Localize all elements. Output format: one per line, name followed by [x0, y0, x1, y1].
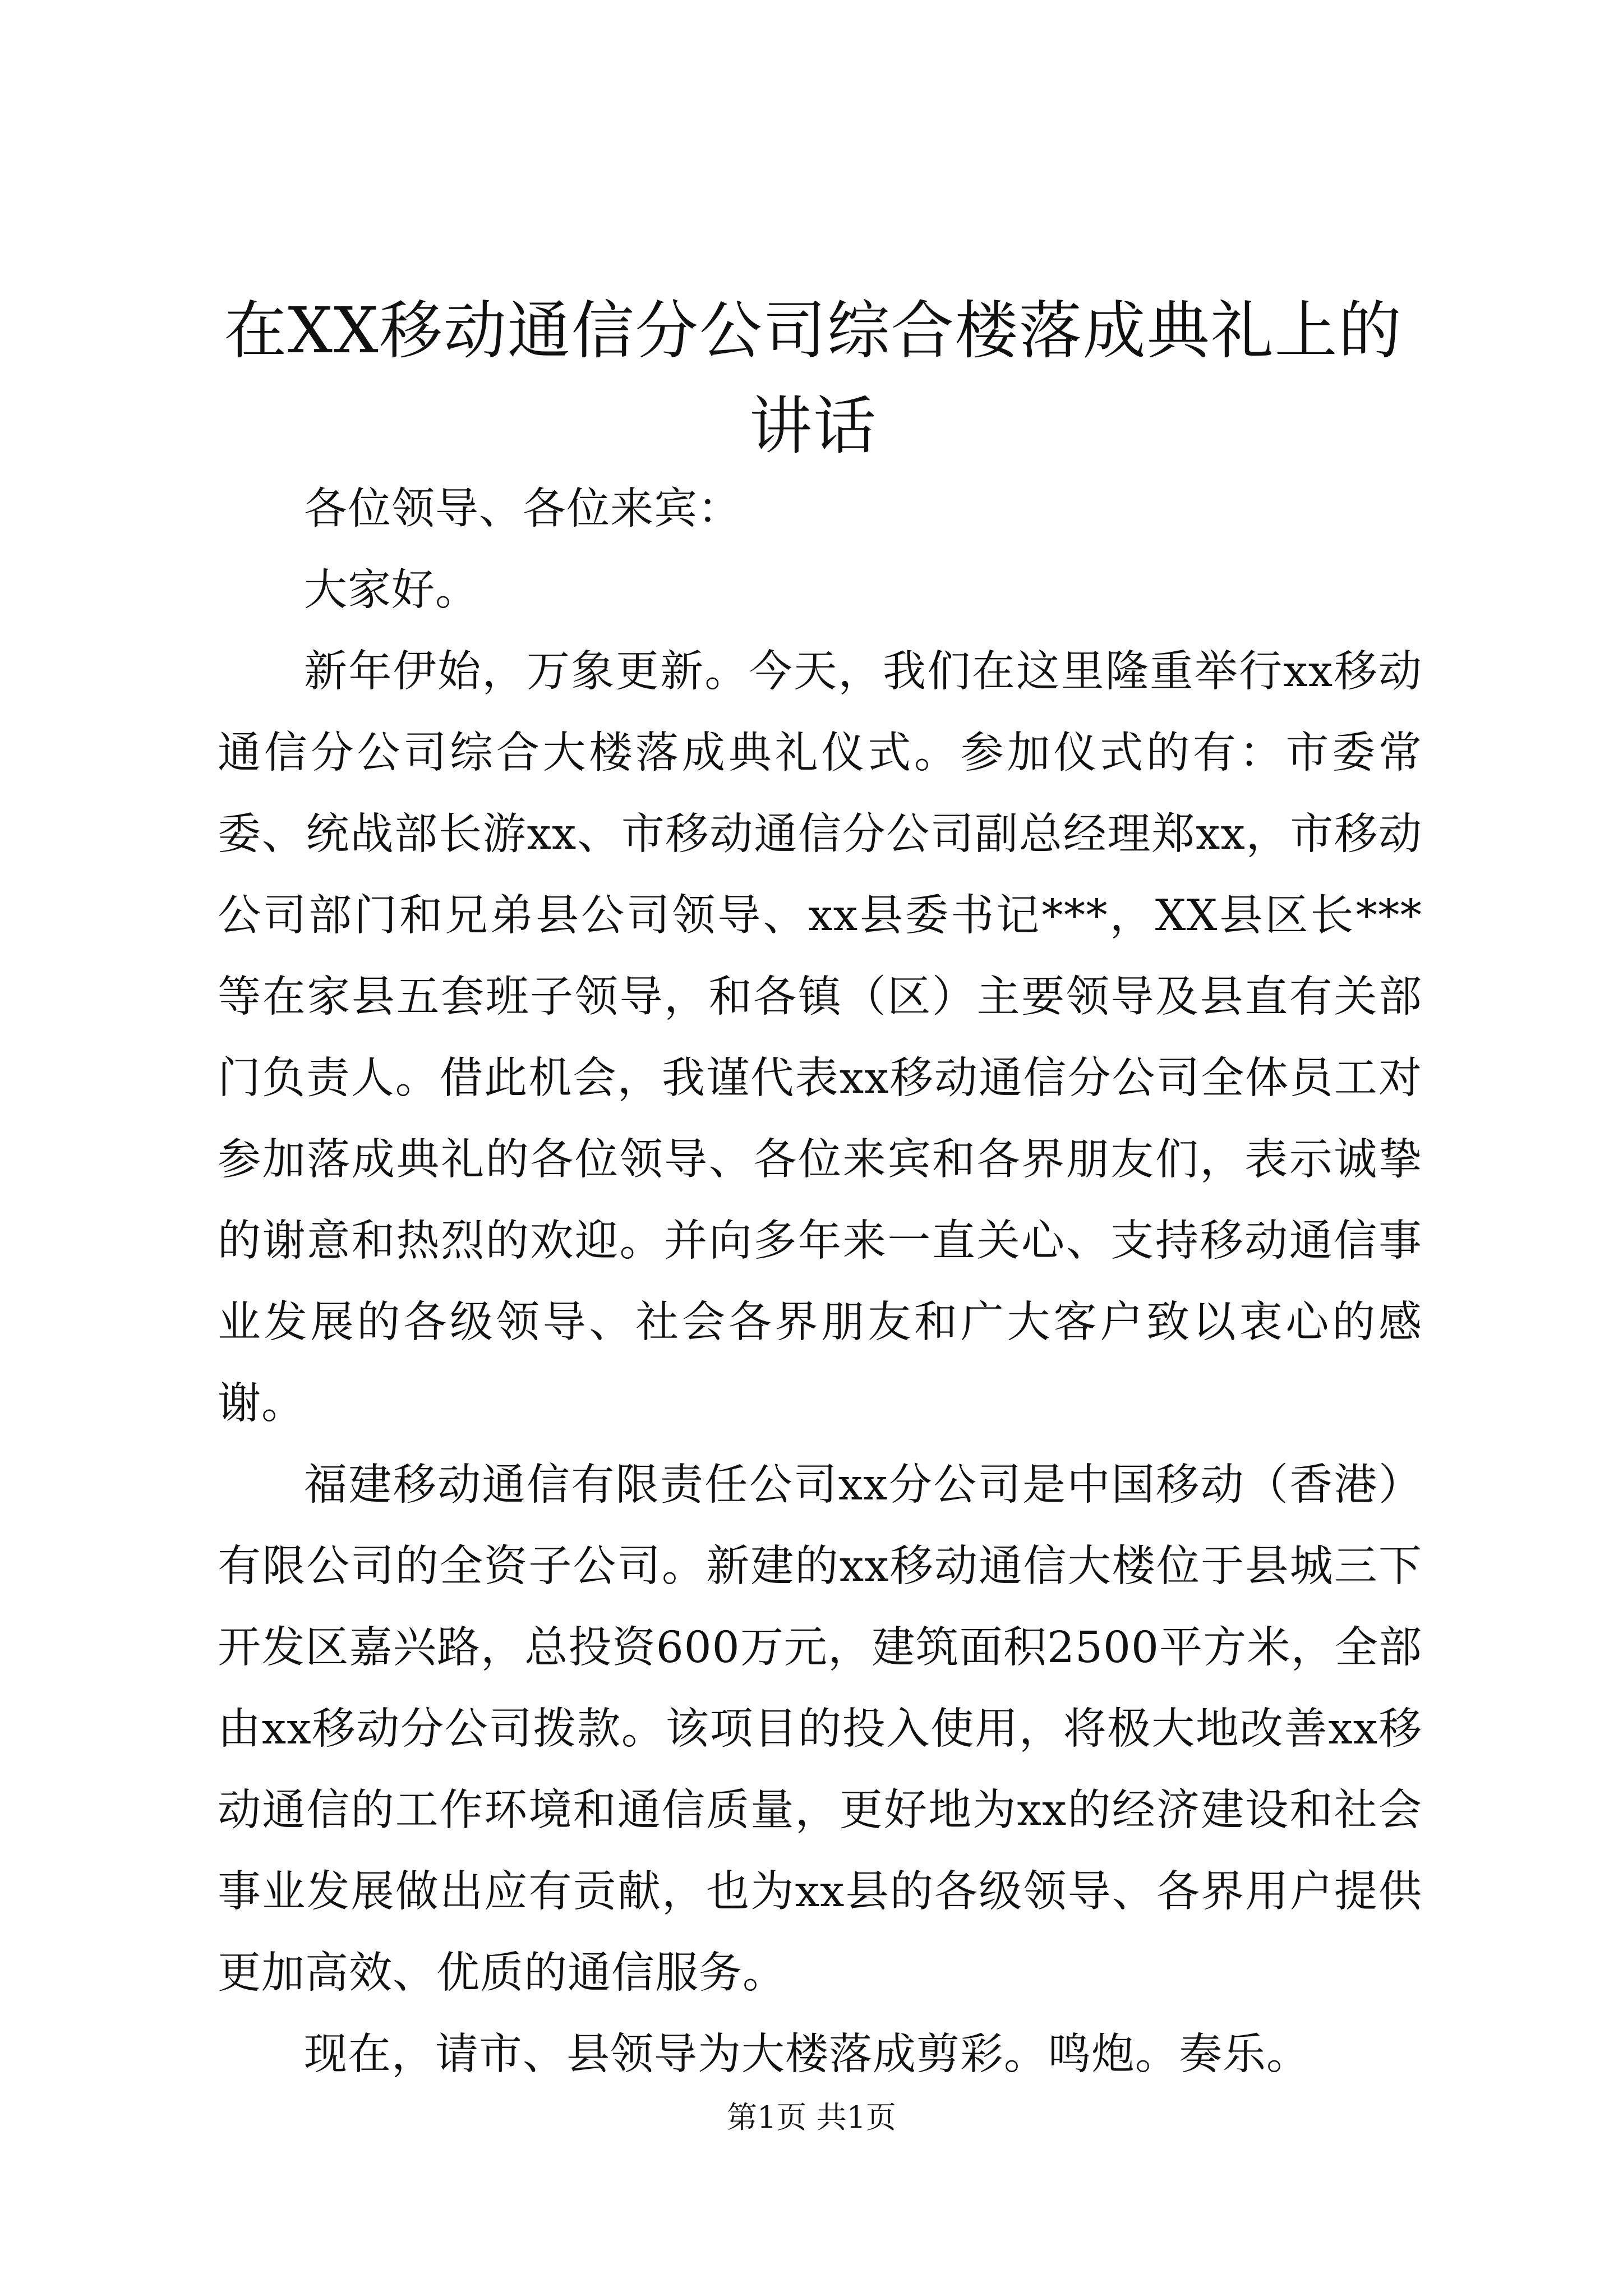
paragraph-ceremony: 现在，请市、县领导为大楼落成剪彩。鸣炮。奏乐。 [304, 2030, 1310, 2079]
greeting: 大家好。 [304, 565, 479, 615]
document-body [218, 468, 1422, 2095]
document-title: 在XX移动通信分公司综合楼落成典礼上的讲话 [224, 295, 1403, 463]
page-footer: 第1页 共1页 [727, 2100, 896, 2135]
salutation: 各位领导、各位来宾： [304, 484, 741, 534]
paragraph-company: 福建移动通信有限责任公司xx分公司是中国移动（香港）有限公司的全资子公司。新建的xx移动通信大楼位于县城三下开发区嘉兴路，总投资600万元，建筑面积2500平方米，全部由xx移动分公司拨款。该项目的投入使用，将极大地改善xx移动通信的工作环境和通信质量，更好地为xx的经济建设和社会事业发展做出应有贡献，也为xx县的各级领导、各界用户提供更加高效、优质的通信服务。 [218, 1460, 1422, 1998]
paragraph-opening: 新年伊始，万象更新。今天，我们在这里隆重举行xx移动通信分公司综合大楼落成典礼仪式。参加仪式的有：市委常委、统战部长游xx、市移动通信分公司副总经理郑xx，市移动公司部门和兄弟县公司领导、xx县委书记***，XX县区长***等在家县五套班子领导，和各镇（区）主要领导及县直有关部门负责人。借此机会，我谨代表xx移动通信分公司全体员工对参加落成典礼的各位领导、各位来宾和各界朋友们，表示诚挚的谢意和热烈的欢迎。并向多年来一直关心、支持移动通信事业发展的各级领导、社会各界朋友和广大客户致以衷心的感谢。 [218, 647, 1422, 1429]
